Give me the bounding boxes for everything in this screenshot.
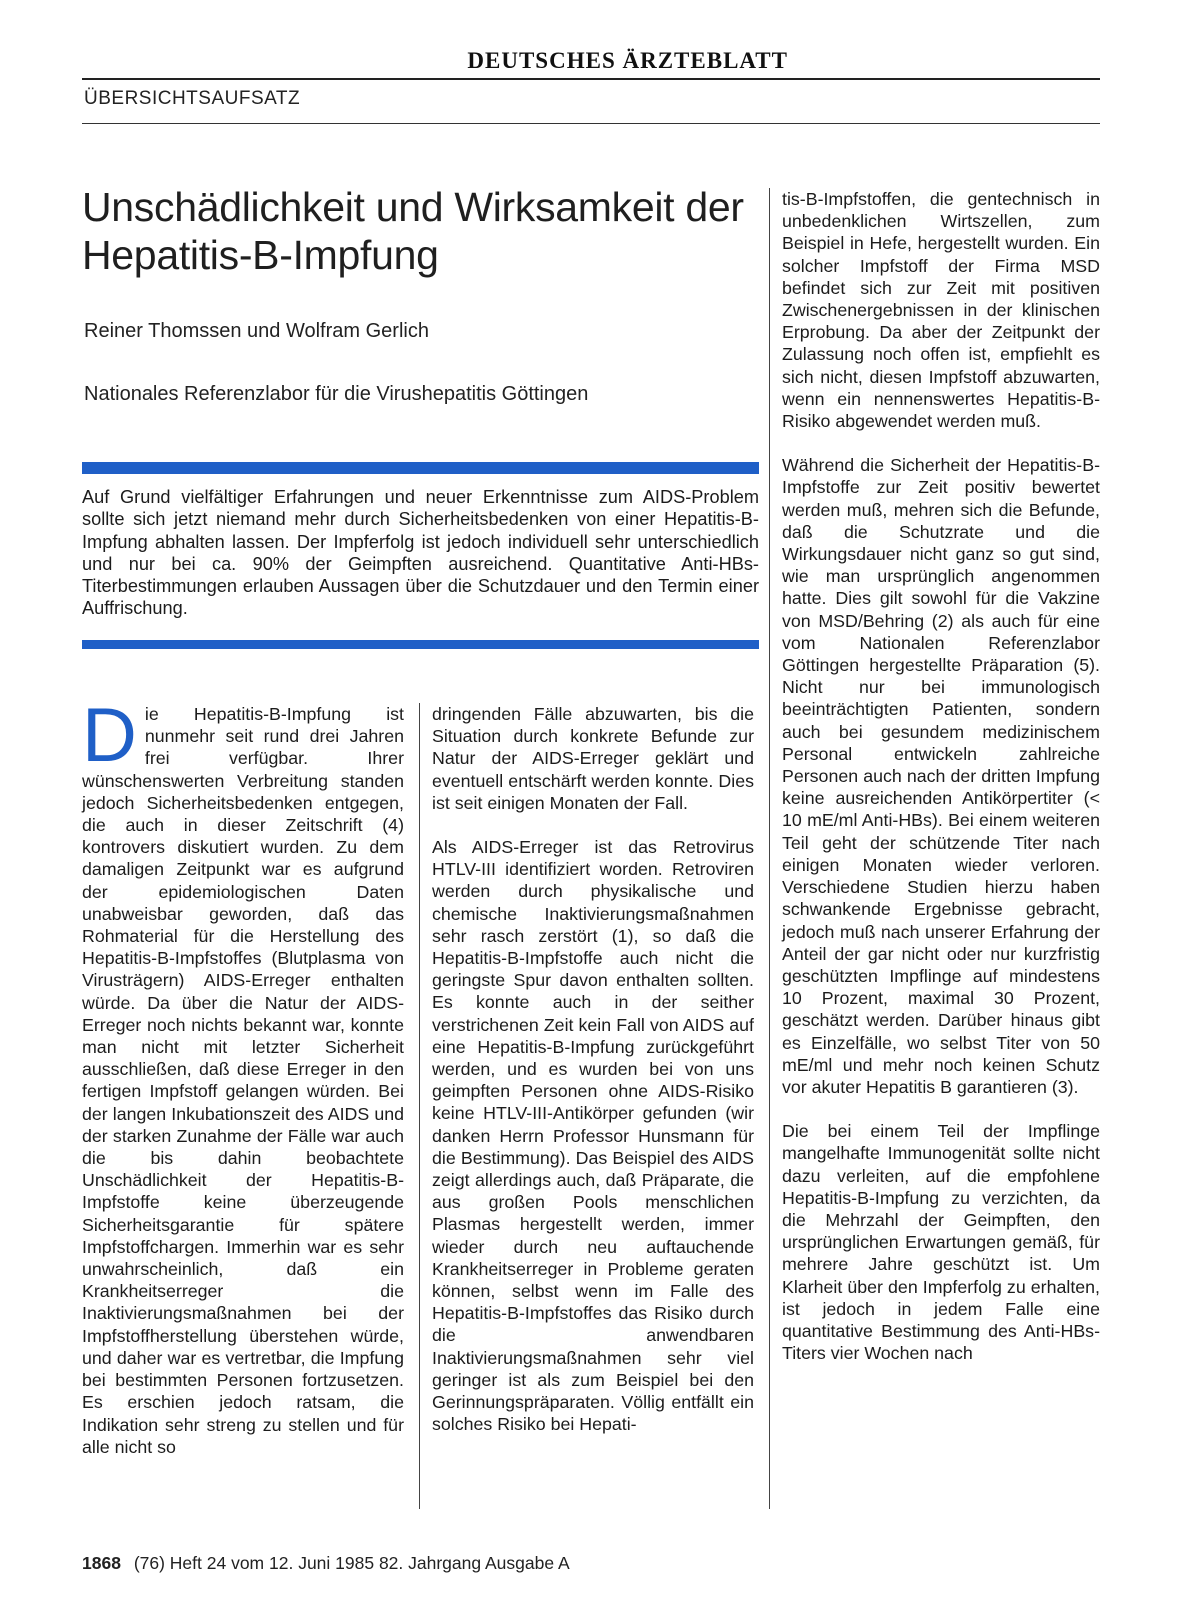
issue-info: (76) Heft 24 vom 12. Juni 1985 82. Jahrgang Ausgabe A: [133, 1553, 570, 1573]
page-number: 1868: [82, 1553, 121, 1573]
article-abstract: Auf Grund vielfältiger Erfahrungen und neuer Erkenntnisse zum AIDS-Problem sollte sich jetzt niemand mehr durch Sicherheitsbedenken von einer Hepatitis-B-Impfung abhalten lassen. Der Impferfolg ist jedoch individuell sehr unterschiedlich und nur bei ca. 90% der Geimpften ausreichend. Quantitative Anti-HBs-Titerbestimmungen erlauben Aussagen über die Schutzdauer und den Termin einer Auffrischung.: [82, 487, 759, 619]
column-3: [782, 188, 1100, 1364]
column-3-paragraph-1: tis-B-Impfstoffen, die gentechnisch in unbedenklichen Wirtszellen, zum Beispiel in Hefe, hergestellt wurden. Ein solcher Impfstoff der Firma MSD befindet sich zur Zeit mit positiven Zwischenergebnissen in der klinischen Erprobung. Da aber der Zeitpunkt der Zulassung noch offen ist, empfiehlt es sich nicht, diesen Impfstoff abzuwarten, wenn ein nennenswertes Hepatitis-B-Risiko abgewendet werden muß.: [782, 189, 1100, 432]
page-footer: [82, 1553, 570, 1574]
masthead-rule: [82, 78, 1100, 80]
column-2-paragraph-2: Als AIDS-Erreger ist das Retrovirus HTLV-III identifiziert worden. Retroviren werden durch physikalische und chemische Inaktivierungsmaßnahmen sehr rasch zerstört (1), so daß die Hepatitis-B-Impfstoffe auch nicht die geringste Spur davon enthalten sollten. Es konnte auch in der seither verstrichenen Zeit kein Fall von AIDS auf eine Hepatitis-B-Impfung zurückgeführt werden, und es wurden bei von uns geimpften Personen ohne AIDS-Risiko keine HTLV-III-Antikörper gefunden (wir danken Herrn Professor Hunsmann für die Bestimmung). Das Beispiel des AIDS zeigt allerdings auch, daß Präparate, die aus großen Pools menschlichen Plasmas hergestellt werden, immer wieder durch neu auftauchende Krankheitserreger in Probleme geraten können, selbst wenn im Falle des Hepatitis-B-Impfstoffes das Risiko durch die anwendbaren Inaktivierungsmaßnahmen sehr viel geringer ist als zum Beispiel bei den Gerinnungspräparaten. Völlig entfällt ein solches Risiko bei Hepati-: [432, 837, 754, 1435]
column-1-text: ie Hepatitis-B-Impfung ist nunmehr seit rund drei Jahren frei verfügbar. Ihrer wünschenswerten Verbreitung standen jedoch Sicherheitsbedenken entgegen, die auch in dieser Zeitschrift (4) kontrovers diskutiert wurden. Zu dem damaligen Zeitpunkt war es aufgrund der epidemiologischen Daten unabweisbar geworden, daß das Rohmaterial für die Herstellung des Hepatitis-B-Impfstoffes (Blutplasma von Virusträgern) AIDS-Erreger enthalten würde. Da über die Natur der AIDS-Erreger noch nichts bekannt war, konnte man nicht mit letzter Sicherheit ausschließen, daß diese Erreger in den fertigen Impfstoff gelangen würden. Bei der langen Inkubationszeit des AIDS und der starken Zunahme der Fälle war auch die bis dahin beobachtete Unschädlichkeit der Hepatitis-B-Impfstoffe keine überzeugende Sicherheitsgarantie für spätere Impfstoffchargen. Immerhin war es sehr unwahrscheinlich, daß ein Krankheitserreger die Inaktivierungsmaßnahmen bei der Impfstoffherstellung überstehen würde, und daher war es vertretbar, die Impfung bei bestimmten Personen fortzusetzen. Es erschien jedoch ratsam, die Indikation sehr streng zu stellen und für alle nicht so: [82, 704, 404, 1457]
section-label: ÜBERSICHTSAUFSATZ: [84, 88, 301, 109]
article-institution: Nationales Referenzlabor für die Virushepatitis Göttingen: [84, 383, 589, 405]
drop-cap: D: [82, 693, 137, 778]
column-3-paragraph-3: Die bei einem Teil der Impflinge mangelhafte Immunogenität sollte nicht dazu verleiten, auf die empfohlene Hepatitis-B-Impfung zu verzichten, da die Mehrzahl der Geimpften, den ursprünglichen Erwartungen gemäß, für mehrere Jahre geschützt ist. Um Klarheit über den Impferfolg zu erhalten, ist jedoch in jedem Falle eine quantitative Bestimmung des Anti-HBs-Titers vier Wochen nach: [782, 1121, 1100, 1364]
section-rule: [82, 123, 1100, 124]
article-title: Unschädlichkeit und Wirksamkeit der Hepatitis-B-Impfung: [82, 184, 744, 278]
abstract-top-bar: [82, 462, 759, 474]
column-1: [82, 693, 404, 1458]
article-authors: Reiner Thomssen und Wolfram Gerlich: [84, 320, 429, 342]
column-2: [432, 703, 754, 1436]
column-divider-2: [769, 188, 770, 1509]
column-3-paragraph-2: Während die Sicherheit der Hepatitis-B-Impfstoffe zur Zeit positiv bewertet werden muß, mehren sich die Befunde, daß die Schutzrate und die Wirkungsdauer nicht ganz so gut sind, wie man ursprünglich angenommen hatte. Dies gilt sowohl für die Vakzine von MSD/Behring (2) als auch für eine vom Nationalen Referenzlabor Göttingen hergestellte Präparation (5). Nicht nur bei immunologisch beeinträchtigten Patienten, sondern auch bei gesundem medizinischem Personal entwickeln zahlreiche Personen auch nach der dritten Impfung keine ausreichenden Antikörpertiter (< 10 mE/ml Anti-HBs). Bei einem weiteren Teil geht der schützende Titer nach einigen Monaten wieder verloren. Verschiedene Studien hierzu haben schwankende Ergebnisse gebracht, jedoch muß nach unserer Erfahrung der Anteil der gar nicht oder nur kurzfristig geschützten Impflinge auf mindestens 10 Prozent, maximal 30 Prozent, geschätzt werden. Darüber hinaus gibt es Einzelfälle, wo selbst Titer von 50 mE/ml und mehr noch keinen Schutz vor akuter Hepatitis B garantieren (3).: [782, 455, 1100, 1097]
journal-masthead: DEUTSCHES ÄRZTEBLATT: [467, 48, 788, 73]
column-1-paragraph: [82, 693, 404, 1458]
column-2-paragraph-1: dringenden Fälle abzuwarten, bis die Situation durch konkrete Befunde zur Natur der AIDS-Erreger geklärt und eventuell entschärft werden konnte. Dies ist seit einigen Monaten der Fall.: [432, 704, 754, 813]
column-divider-1: [419, 703, 420, 1509]
abstract-bottom-bar: [82, 640, 759, 649]
